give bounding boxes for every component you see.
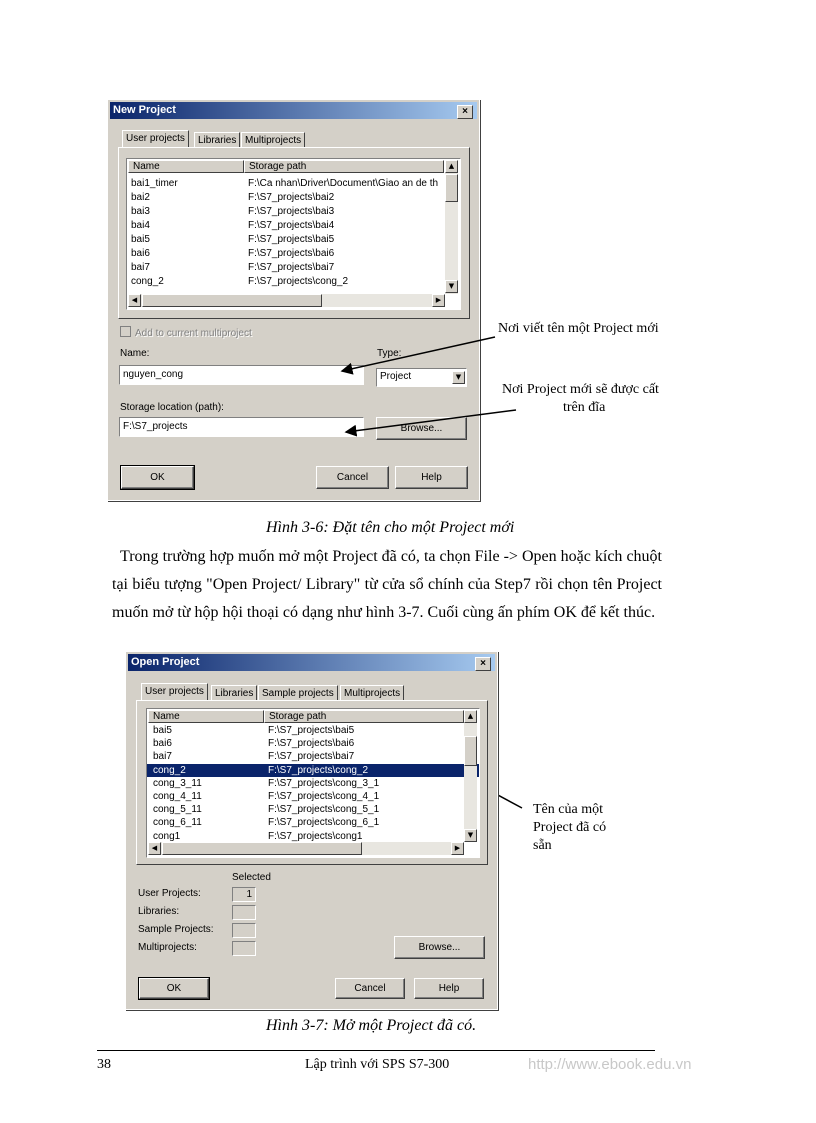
row-storage-path: F:\S7_projects\cong_2: [248, 276, 349, 287]
project-name-input[interactable]: nguyen_cong: [119, 365, 364, 385]
table-row[interactable]: [147, 764, 479, 777]
count-value: [232, 923, 256, 938]
row-name: bai5: [131, 234, 150, 245]
storage-location-input[interactable]: F:\S7_projects: [119, 417, 364, 437]
horizontal-scrollbar[interactable]: [148, 842, 464, 855]
help-button[interactable]: Help: [395, 466, 468, 489]
row-name: bai5: [153, 725, 172, 736]
existing-project-annotation-2: Project đã có: [533, 820, 607, 835]
body-paragraph: [112, 543, 662, 627]
count-label: User Projects:: [138, 888, 201, 899]
open-project-titlebar: [128, 654, 495, 671]
name-label: Name:: [120, 348, 150, 359]
row-storage-path: F:\Ca nhan\Driver\Document\Giao an de th: [248, 178, 439, 189]
scroll-down-icon[interactable]: ▼: [445, 280, 458, 293]
row-storage-path: F:\S7_projects\cong_6_1: [268, 817, 380, 829]
scroll-thumb-horizontal[interactable]: [162, 842, 362, 855]
row-storage-path: F:\S7_projects\bai5: [248, 234, 335, 245]
ok-button[interactable]: OK: [121, 466, 194, 489]
arrow-to-storage-input: [346, 410, 516, 432]
row-storage-path: F:\S7_projects\bai7: [248, 262, 335, 273]
row-name: cong_5_11: [153, 804, 202, 816]
scroll-up-icon[interactable]: ▲: [464, 710, 477, 723]
type-label: Type:: [377, 348, 402, 359]
table-row[interactable]: [147, 816, 479, 829]
column-header-storage-path[interactable]: Storage path: [244, 160, 444, 173]
selected-heading: Selected: [232, 872, 271, 883]
body-paragraph-text: Trong trường hợp muốn mở một Project đã có, ta chọn File -> Open hoặc kích chuột tại biểu tượng "Open Project/ Library" từ cửa sổ chính của Step7 rồi chọn tên Project muốn mở từ hộp hội thoại có dạng như hình 3-7. Cuối cùng ấn phím OK để kết thúc.: [112, 548, 662, 621]
scroll-down-icon[interactable]: ▼: [464, 829, 477, 842]
tab-multiprojects[interactable]: Multiprojects: [241, 132, 305, 149]
row-name: bai2: [131, 192, 150, 203]
browse-button[interactable]: Browse...: [376, 417, 467, 440]
row-storage-path: F:\S7_projects\cong_5_1: [268, 804, 380, 816]
chevron-down-icon[interactable]: ▼: [452, 371, 465, 384]
name-annotation: Nơi viết tên một Project mới: [498, 321, 659, 336]
cancel-button[interactable]: Cancel: [316, 466, 389, 489]
table-row[interactable]: [147, 750, 479, 763]
column-header-storage-path[interactable]: Storage path: [264, 710, 464, 723]
figure-caption-3-7: Hình 3-7: Mở một Project đã có.: [266, 1017, 477, 1034]
column-header-name[interactable]: Name: [128, 160, 244, 173]
watermark: http://www.ebook.edu.vn: [528, 1056, 692, 1073]
row-storage-path: F:\S7_projects\cong_3_1: [268, 777, 380, 789]
path-annotation-line-2: trên đĩa: [563, 400, 606, 415]
cancel-button[interactable]: Cancel: [335, 978, 405, 999]
tab-user-projects[interactable]: User projects: [122, 130, 189, 147]
table-row[interactable]: [147, 790, 479, 803]
new-project-title: New Project: [113, 104, 176, 116]
add-to-multiproject-label: Add to current multiproject: [135, 328, 252, 339]
count-value: 1: [232, 887, 256, 902]
close-icon[interactable]: ×: [475, 657, 491, 671]
table-row[interactable]: [147, 777, 479, 790]
storage-location-label: Storage location (path):: [120, 402, 224, 413]
tab-libraries[interactable]: Libraries: [211, 685, 257, 702]
row-name: cong_6_11: [153, 817, 202, 829]
tab-multiprojects[interactable]: Multiprojects: [340, 685, 404, 702]
count-label: Libraries:: [138, 906, 180, 917]
row-storage-path: F:\S7_projects\bai6: [248, 248, 335, 259]
table-row[interactable]: [147, 724, 479, 737]
footer-rule: [97, 1050, 655, 1051]
open-project-title: Open Project: [131, 656, 200, 668]
scroll-right-icon[interactable]: ▶: [451, 842, 464, 855]
vertical-scrollbar[interactable]: [464, 710, 477, 842]
count-label: Multiprojects:: [138, 942, 197, 953]
row-storage-path: F:\S7_projects\bai6: [268, 738, 355, 750]
row-storage-path: F:\S7_projects\bai3: [248, 206, 335, 217]
row-name: cong_4_11: [153, 791, 202, 802]
scroll-thumb[interactable]: [464, 736, 477, 766]
scroll-left-icon[interactable]: ◀: [128, 294, 141, 307]
browse-button[interactable]: Browse...: [394, 936, 485, 959]
row-storage-path: F:\S7_projects\bai2: [248, 192, 335, 203]
table-row[interactable]: [147, 803, 479, 816]
open-project-dialog: [125, 651, 498, 1010]
row-storage-path: F:\S7_projects\cong_4_1: [268, 791, 380, 802]
type-select-value: Project: [380, 371, 412, 382]
column-header-name[interactable]: Name: [148, 710, 264, 723]
row-name: cong1: [153, 830, 181, 842]
row-name: bai7: [153, 751, 172, 763]
scroll-right-icon[interactable]: ▶: [432, 294, 445, 307]
existing-project-annotation-1: Tên của một: [533, 802, 603, 817]
row-storage-path: F:\S7_projects\cong1: [268, 830, 363, 842]
row-name: bai6: [131, 248, 150, 259]
row-name: cong_3_11: [153, 777, 202, 789]
row-name: bai3: [131, 206, 150, 217]
footer-title: Lập trình với SPS S7-300: [305, 1057, 450, 1072]
row-name: bai1_timer: [131, 178, 178, 189]
row-storage-path: F:\S7_projects\cong_2: [268, 764, 369, 776]
tab-user-projects[interactable]: User projects: [141, 683, 208, 700]
arrow-to-name-input: [342, 337, 495, 371]
row-storage-path: F:\S7_projects\bai4: [248, 220, 335, 231]
project-list[interactable]: [146, 708, 480, 858]
existing-project-annotation-3: sẵn: [533, 838, 552, 853]
row-name: bai6: [153, 738, 172, 750]
count-label: Sample Projects:: [138, 924, 214, 935]
tab-sample-projects[interactable]: Sample projects: [258, 685, 338, 702]
tab-libraries[interactable]: Libraries: [194, 132, 240, 149]
row-name: cong_2: [153, 764, 186, 776]
row-storage-path: F:\S7_projects\bai5: [268, 725, 355, 736]
close-icon[interactable]: ×: [457, 105, 473, 119]
scroll-left-icon[interactable]: ◀: [148, 842, 161, 855]
row-name: bai7: [131, 262, 150, 273]
table-row[interactable]: [147, 830, 479, 843]
row-name: cong_2: [131, 276, 164, 287]
ok-button[interactable]: OK: [139, 978, 209, 999]
help-button[interactable]: Help: [414, 978, 484, 999]
row-storage-path: F:\S7_projects\bai7: [268, 751, 355, 763]
page-number: 38: [97, 1057, 111, 1072]
table-row[interactable]: [147, 737, 479, 750]
count-value: [232, 905, 256, 920]
figure-caption-3-6: Hình 3-6: Đặt tên cho một Project mới: [266, 519, 515, 536]
scroll-up-icon[interactable]: ▲: [445, 160, 458, 173]
count-value: [232, 941, 256, 956]
row-name: bai4: [131, 220, 150, 231]
path-annotation-line-1: Nơi Project mới sẽ được cất: [502, 382, 659, 397]
